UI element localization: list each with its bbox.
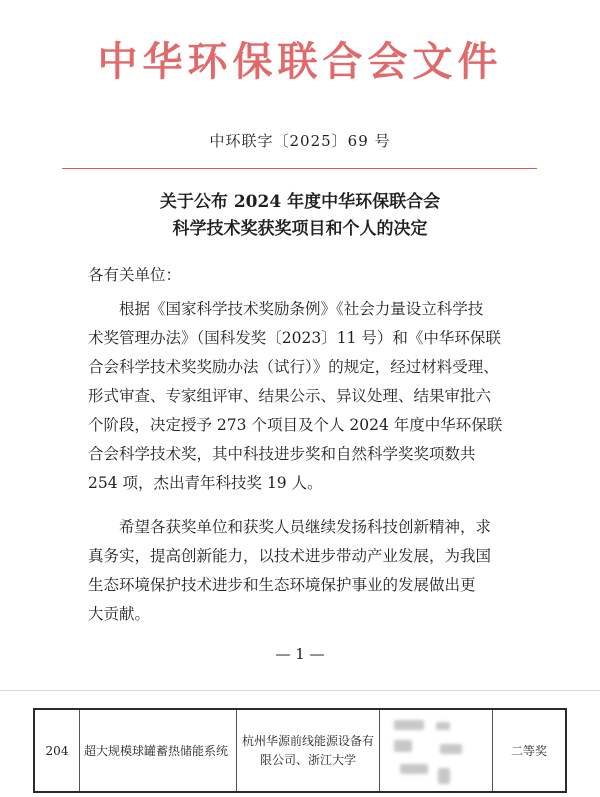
cell-award-grade: 二等奖 [493, 709, 567, 792]
document-header-title: 中华环保联合会文件 [97, 39, 503, 85]
red-divider-rule [62, 168, 537, 169]
paragraph-2-line: 希望各获奖单位和获奖人员继续发扬科技创新精神，求 [119, 518, 492, 536]
organization-line-1: 杭州华源前线能源设备有 [241, 733, 374, 748]
redaction-mark [440, 744, 462, 754]
redaction-mark [394, 740, 412, 752]
paragraph-1 [88, 295, 528, 498]
page-number: — 1 — [275, 645, 325, 663]
page-separator [0, 690, 600, 691]
award-table [33, 708, 567, 793]
paragraph-2-line: 真务实，提高创新能力，以技术进步带动产业发展，为我国 [88, 547, 492, 565]
paragraph-1-line: 合会科学技术奖奖励办法（试行）》的规定，经过材料受理、 [88, 358, 499, 376]
paragraph-1-line: 个阶段，决定授予 273 个项目及个人 2024 年度中华环保联 [88, 416, 503, 434]
heading-line-2: 科学技术奖获奖项目和个人的决定 [172, 219, 428, 239]
paragraph-1-line: 术奖管理办法》（国科发奖〔2023〕11 号）和《中华环保联 [88, 329, 501, 347]
table-row [34, 709, 566, 792]
paragraph-1-line: 根据《国家科学技术奖励条例》《社会力量设立科学技 [119, 300, 484, 318]
redaction-mark [400, 764, 428, 774]
redaction-mark [394, 720, 424, 730]
redaction-mark [436, 722, 450, 730]
document-number: 中环联字〔2025〕69 号 [209, 132, 391, 150]
organization-line-2: 限公司、浙江大学 [259, 752, 356, 767]
paragraph-1-line: 合会科学技术奖，其中科技进步奖和自然科学奖奖项数共 [88, 445, 476, 463]
cell-project-name: 超大规模球罐蓄热储能系统 [80, 709, 237, 792]
salutation: 各有关单位： [88, 266, 182, 284]
paragraph-2-line: 生态环境保护技术进步和生态环境保护事业的发展做出更 [88, 576, 476, 594]
paragraph-2 [88, 513, 528, 629]
cell-recipients-redacted [380, 709, 493, 792]
paragraph-2-line: 大贡献。 [88, 605, 151, 623]
heading-line-1: 关于公布 2024 年度中华环保联合会 [159, 192, 441, 212]
redaction-mark [438, 768, 450, 784]
paragraph-1-line: 形式审查、专家组评审、结果公示、异议处理、结果审批六 [88, 387, 492, 405]
paragraph-1-line: 254 项，杰出青年科技奖 19 人。 [88, 474, 323, 492]
cell-organization [237, 709, 380, 792]
document-heading [0, 189, 600, 243]
cell-project-id: 204 [34, 709, 80, 792]
